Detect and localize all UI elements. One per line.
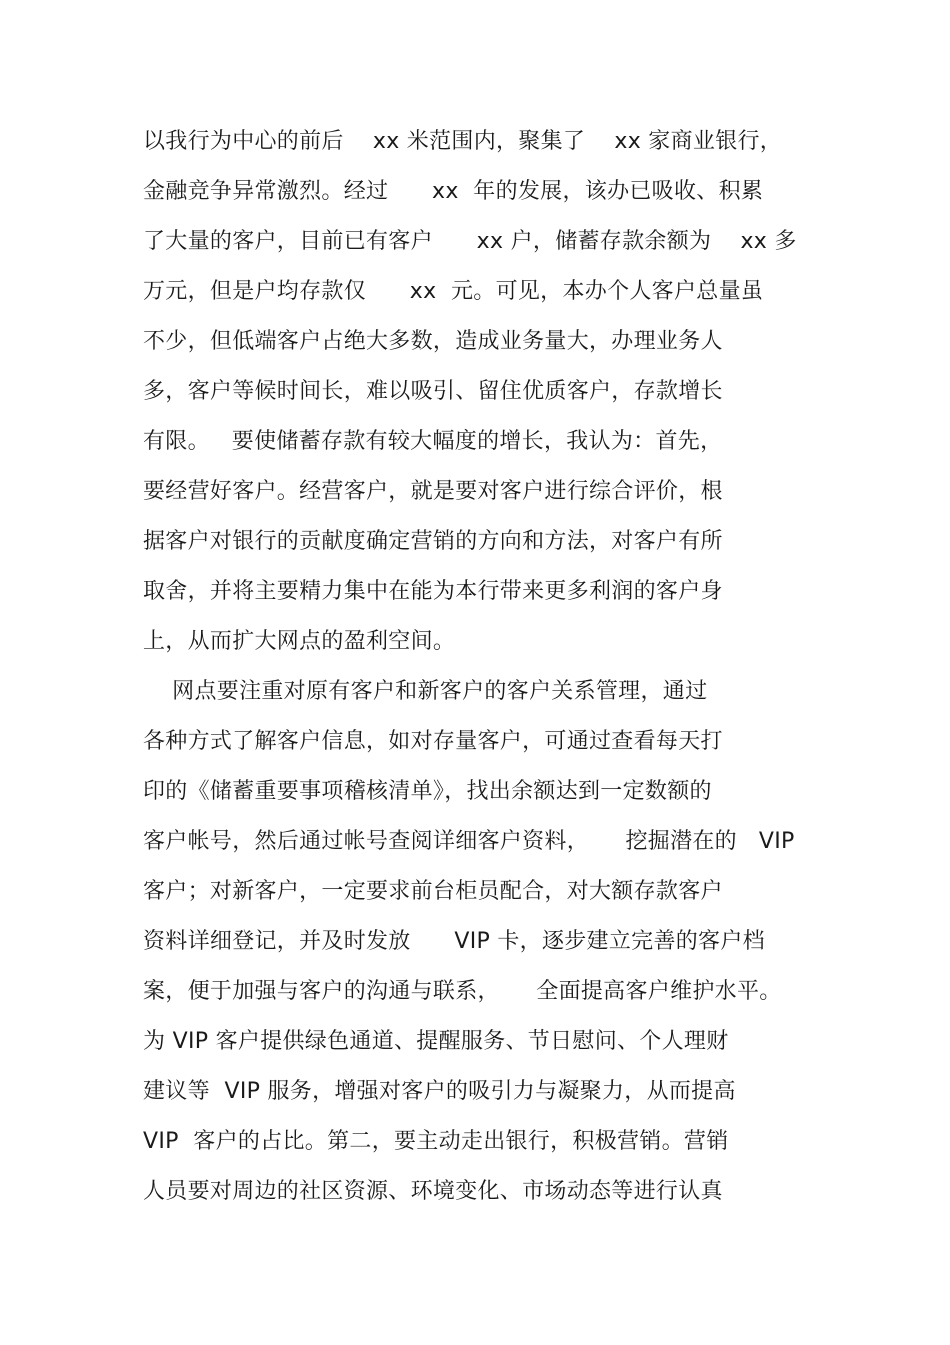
paragraph-start-line: 网点要注重对原有客户和新客户的客户关系管理，通过	[143, 679, 708, 704]
text-line: 有限。 要使储蓄存款有较大幅度的增长，我认为：首先，	[143, 429, 723, 454]
text-line: 多，客户等候时间长，难以吸引、留住优质客户，存款增长	[143, 379, 723, 404]
text-line: 取舍，并将主要精力集中在能为本行带来更多利润的客户身	[143, 579, 723, 604]
text-line: 人员要对周边的社区资源、环境变化、市场动态等进行认真	[143, 1179, 723, 1204]
text-line: 印的《储蓄重要事项稽核清单》，找出余额达到一定数额的	[143, 779, 712, 804]
text-line: VIP 客户的占比。第二，要主动走出银行，积极营销。营销	[143, 1129, 729, 1154]
text-line: 金融竞争异常激烈。经过 xx 年的发展，该办已吸收、积累	[143, 179, 764, 204]
text-line: 资料详细登记，并及时发放 VIP 卡，逐步建立完善的客户档	[143, 929, 765, 954]
text-line: 上，从而扩大网点的盈利空间。	[143, 629, 456, 654]
text-line: 以我行为中心的前后 xx 米范围内，聚集了 xx 家商业银行，	[143, 129, 783, 154]
text-line: 客户；对新客户，一定要求前台柜员配合，对大额存款客户	[143, 879, 723, 904]
text-line: 建议等 VIP 服务，增强对客户的吸引力与凝聚力，从而提高	[143, 1079, 736, 1104]
text-line: 据客户对银行的贡献度确定营销的方向和方法，对客户有所	[143, 529, 723, 554]
text-line: 不少，但低端客户占绝大多数，造成业务量大，办理业务人	[143, 329, 723, 354]
text-line: 了大量的客户，目前已有客户 xx 户，储蓄存款余额为 xx 多	[143, 229, 797, 254]
text-line: 客户帐号，然后通过帐号查阅详细客户资料， 挖掘潜在的 VIP	[143, 829, 795, 854]
text-line: 要经营好客户。经营客户，就是要对客户进行综合评价，根	[143, 479, 723, 504]
text-line: 各种方式了解客户信息，如对存量客户，可通过查看每天打	[143, 729, 723, 754]
text-line: 为 VIP 客户提供绿色通道、提醒服务、节日慰问、个人理财	[143, 1029, 729, 1054]
text-line: 案，便于加强与客户的沟通与联系， 全面提高客户维护水平。	[143, 979, 782, 1004]
text-line: 万元，但是户均存款仅 xx 元。可见，本办个人客户总量虽	[143, 279, 764, 304]
